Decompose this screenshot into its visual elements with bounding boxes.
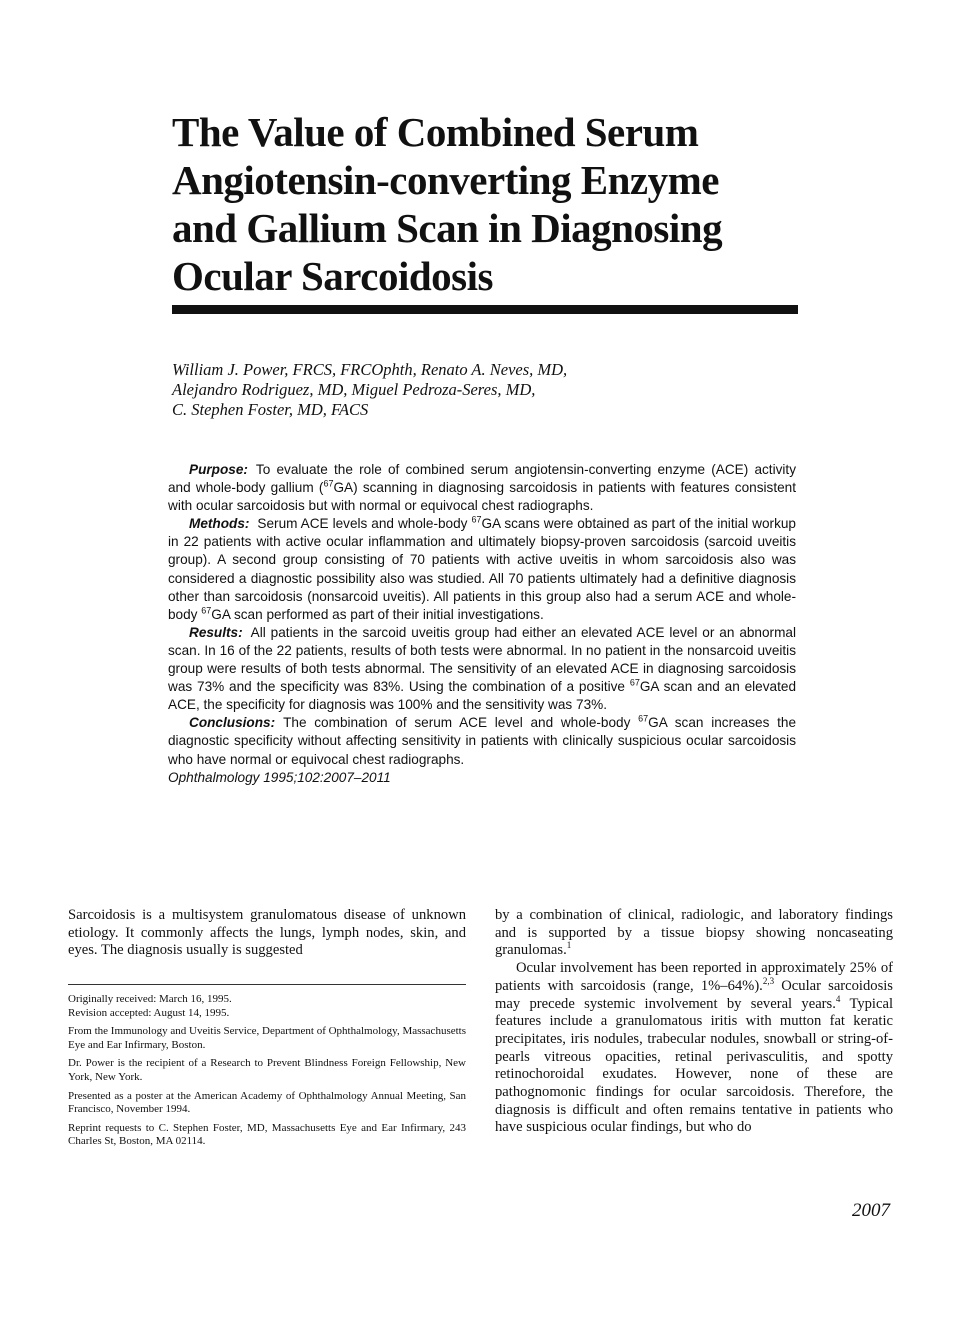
- abstract-methods: [168, 515, 796, 624]
- abstract-conclusions: [168, 714, 796, 768]
- body-text: Ocular sarcoidosis may precede systemic involvement by several years.: [495, 977, 893, 1012]
- superscript: 67: [323, 478, 334, 489]
- superscript: 67: [201, 605, 212, 616]
- abstract-results: [168, 624, 796, 714]
- author-list: [172, 360, 792, 420]
- body-text: Typical features include a granulomatous iritis with mutton fat keratic precipitates, iris nodules, trabecular nodules, snowball or string-of-pearls vitreous opacities, retinal perivasculitis, and spotty retinochoroidal exudates. However, none of these are pathognomonic findings for ocular sarcoidosis. Therefore, the diagnosis is difficult and often remains tentative in patients who have suspicious ocular findings, but who do: [495, 995, 893, 1136]
- purpose-heading: Purpose:: [189, 462, 248, 477]
- journal-reference: Ophthalmology 1995;102:2007–2011: [168, 769, 391, 785]
- body-text: by a combination of clinical, radiologic, and laboratory findings and is supported by a tissue biopsy showing noncaseating granulomas.: [495, 907, 893, 959]
- author-line: William J. Power, FRCS, FRCOphth, Renato A. Neves, MD,: [172, 360, 568, 379]
- footnote-divider: [68, 984, 466, 985]
- footnotes: [68, 993, 466, 1154]
- footnote-accepted: Revision accepted: August 14, 1995.: [68, 1006, 230, 1019]
- results-text: GA scan and an elevated ACE, the specificity for diagnosis was 100% and the sensitivity was 73%.: [168, 679, 796, 713]
- methods-heading: Methods:: [189, 516, 250, 532]
- conclusions-heading: Conclusions:: [189, 715, 276, 731]
- purpose-text: To evaluate the role of combined serum angiotensin-converting enzyme (ACE) activity and whole-body gallium (: [168, 462, 796, 496]
- methods-text: GA scans were obtained as part of the initial workup in 22 patients with active ocular inflammation and ultimately biopsy-proven sarcoidosis (sarcoid uveitis group). A second group consisting of 70 patients with active uveitis in whom sarcoidosis also was considered a diagnostic possibility also was studied. All 70 patients ultimately had a definitive diagnosis other than sarcoidosis (nonsarcoid uveitis). All patients in this group also had a serum ACE and whole-body: [168, 516, 796, 622]
- footnote-reprint: Reprint requests to C. Stephen Foster, MD, Massachusetts Eye and Ear Infirmary, 243 Charles St, Boston, MA 02114.: [68, 1121, 466, 1148]
- abstract: [168, 461, 796, 787]
- conclusions-text: The combination of serum ACE level and whole-body: [283, 715, 639, 731]
- author-line: Alejandro Rodriguez, MD, Miguel Pedroza-Seres, MD,: [172, 380, 536, 399]
- title-rule: [172, 305, 798, 314]
- citation-superscript: 4: [835, 993, 841, 1004]
- title-line: and Gallium Scan in Diagnosing: [172, 205, 723, 251]
- superscript: 67: [629, 677, 640, 688]
- body-paragraph: [495, 907, 893, 960]
- article-title: [172, 108, 812, 300]
- body-column-left: [68, 907, 466, 960]
- citation-superscript: 1: [566, 940, 572, 951]
- results-text: All patients in the sarcoid uveitis group had either an elevated ACE level or an abnormal scan. In 16 of the 22 patients, results of both tests were abnormal. In no patient in the nonsarcoid uveitis group were results of both tests abnormal. The sensitivity of an elevated ACE in diagnosing sarcoidosis was 73% and the specificity was 83%. Using the combination of a positive: [168, 624, 796, 695]
- body-column-right: [495, 907, 893, 1137]
- citation-superscript: 2,3: [762, 975, 775, 986]
- body-text: Ocular involvement has been reported in approximately 25% of patients with sarcoidosis (range, 1%–64%).: [495, 960, 893, 994]
- author-line: C. Stephen Foster, MD, FACS: [172, 400, 369, 419]
- footnote-received: Originally received: March 16, 1995.: [68, 993, 232, 1005]
- abstract-purpose: [168, 461, 796, 515]
- body-paragraph: [495, 960, 893, 1137]
- footnote-affiliation: From the Immunology and Uveitis Service, Department of Ophthalmology, Massachusetts Eye and Ear Infirmary, Boston.: [68, 1025, 466, 1051]
- body-paragraph: Sarcoidosis is a multisystem granulomatous disease of unknown etiology. It commonly affects the lungs, lymph nodes, skin, and eyes. The diagnosis usually is suggested: [68, 907, 466, 959]
- results-heading: Results:: [189, 624, 243, 640]
- title-line: Angiotensin-converting Enzyme: [172, 157, 719, 203]
- methods-text: Serum ACE levels and whole-body: [257, 516, 472, 532]
- title-line: Ocular Sarcoidosis: [172, 253, 493, 299]
- superscript: 67: [638, 713, 649, 724]
- footnote-presented: Presented as a poster at the American Academy of Ophthalmology Annual Meeting, San Francisco, November 1994.: [68, 1089, 466, 1116]
- footnote-funding: Dr. Power is the recipient of a Research to Prevent Blindness Foreign Fellowship, New York, New York.: [68, 1057, 466, 1083]
- purpose-text: GA) scanning in diagnosing sarcoidosis in patients with features consistent with ocular sarcoidosis but with normal or equivocal chest radiographs.: [168, 480, 796, 514]
- methods-text: GA scan performed as part of their initial investigations.: [211, 606, 544, 622]
- title-line: The Value of Combined Serum: [172, 109, 699, 155]
- conclusions-text: GA scan increases the diagnostic specificity without affecting sensitivity in patients with clinically suspicious ocular sarcoidosis who have normal or equivocal chest radiographs.: [168, 715, 797, 767]
- page-number: 2007: [852, 1200, 890, 1221]
- superscript: 67: [471, 514, 482, 525]
